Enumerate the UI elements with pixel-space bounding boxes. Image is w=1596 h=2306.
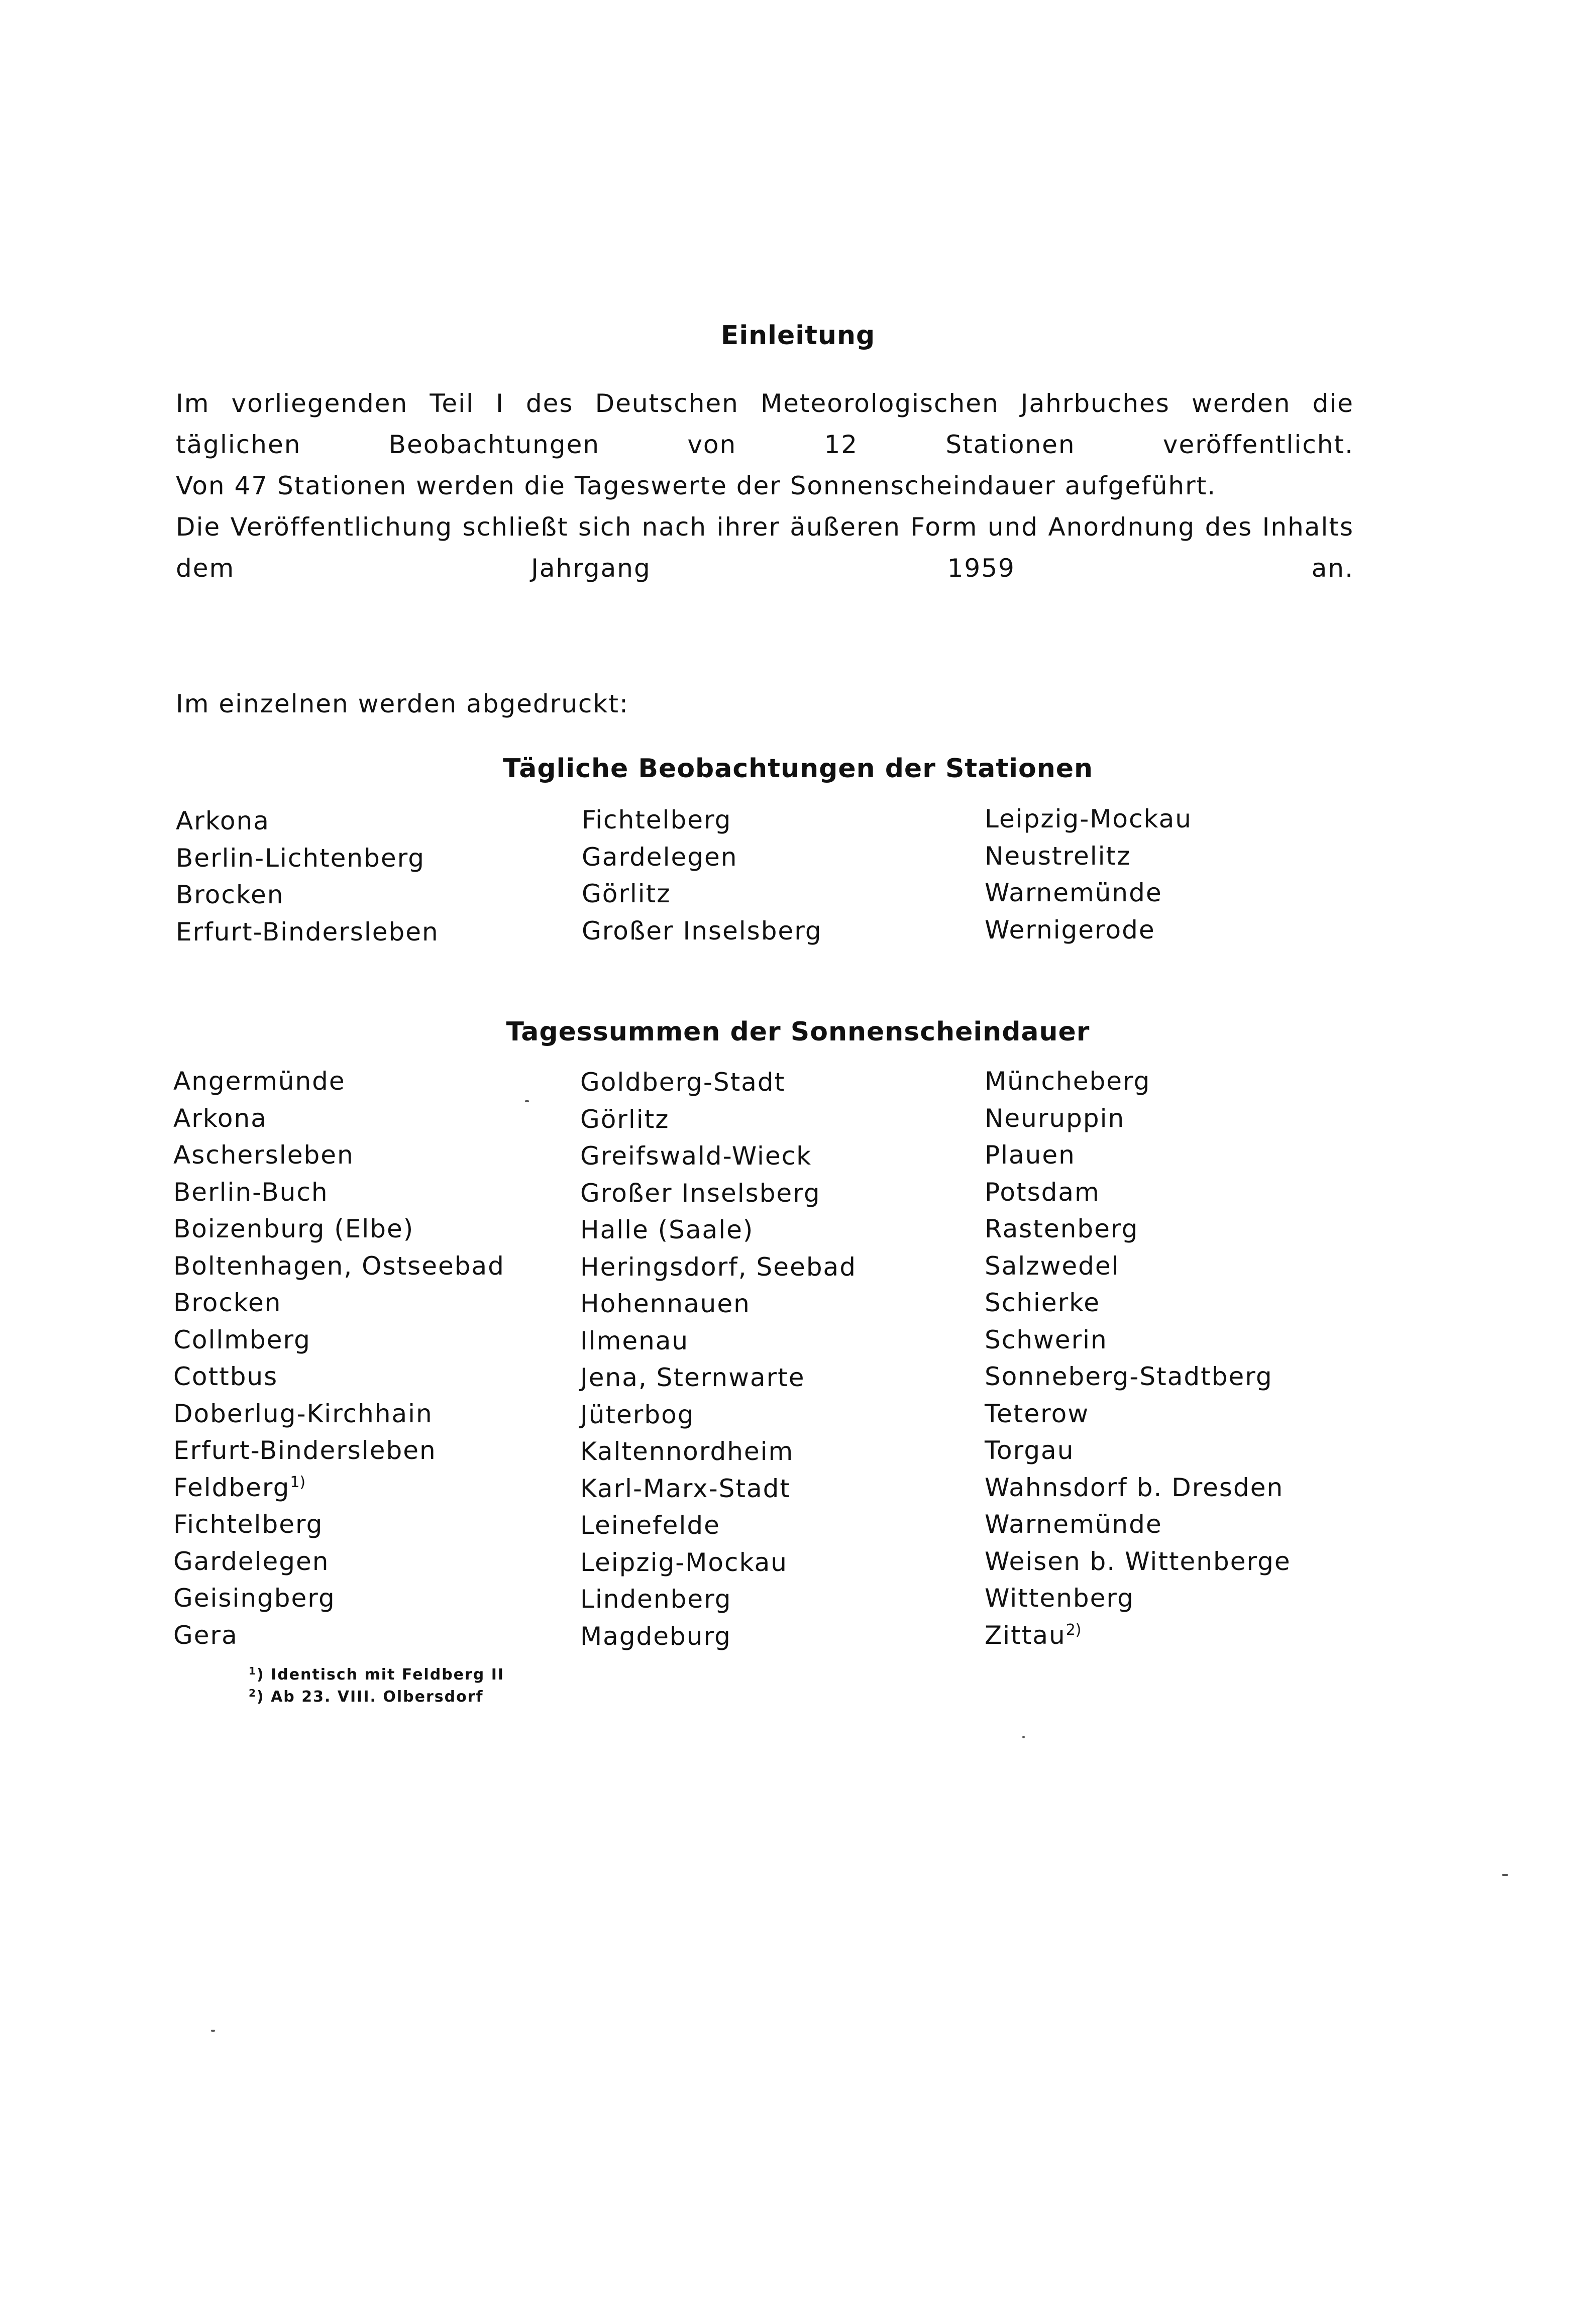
station-column-2 — [582, 802, 822, 950]
station-name: Halle (Saale) — [580, 1215, 754, 1244]
footnote-1 — [249, 1664, 504, 1686]
station-name: Warnemünde — [985, 1510, 1162, 1539]
station-name: Arkona — [176, 806, 270, 835]
station-name: Angermünde — [173, 1067, 346, 1096]
station-name: Ilmenau — [580, 1326, 689, 1355]
station-name: Fichtelberg — [173, 1510, 324, 1539]
station-name: Schierke — [985, 1288, 1101, 1317]
station-name: Jena, Sternwarte — [580, 1363, 805, 1392]
station-name: Gardelegen — [582, 842, 738, 872]
footnote-text: ) Ab 23. VIII. Olbersdorf — [256, 1688, 484, 1706]
station-name: Collmberg — [173, 1325, 311, 1354]
station-name: Torgau — [985, 1436, 1075, 1465]
station-name: Großer Inselsberg — [582, 916, 822, 946]
station-name: Goldberg-Stadt — [580, 1068, 786, 1097]
station-name-with-footnote — [173, 1470, 505, 1507]
station-name: Salzwedel — [985, 1251, 1120, 1281]
station-name: Hohennauen — [580, 1289, 751, 1318]
station-column-1 — [176, 803, 439, 951]
station-name: Warnemünde — [985, 878, 1162, 907]
station-name: Görlitz — [580, 1104, 670, 1134]
station-name: Leipzig-Mockau — [580, 1547, 788, 1577]
station-name: Müncheberg — [985, 1067, 1151, 1096]
intro-text — [176, 383, 1354, 589]
station-name: Gera — [173, 1620, 238, 1650]
footnote-number: 2 — [249, 1687, 257, 1699]
lead-line: Im einzelnen werden abgedruckt: — [176, 689, 629, 718]
intro-paragraph-2: Von 47 Stationen werden die Tageswerte der Sonnenscheindauer aufgeführt. — [176, 471, 1217, 500]
station-name: Wahnsdorf b. Dresden — [985, 1473, 1284, 1502]
station-name: Magdeburg — [580, 1621, 731, 1651]
station-name-with-footnote — [985, 1617, 1291, 1654]
station-name: Leinefelde — [580, 1511, 720, 1540]
station-name: Arkona — [173, 1103, 267, 1133]
station-name: Großer Inselsberg — [580, 1178, 821, 1208]
station-name: Greifswald-Wieck — [580, 1141, 812, 1171]
intro-paragraph-1: Im vorliegenden Teil I des Deutschen Meteorologischen Jahrbuches werden die täglichen Beobachtungen von 12 Stationen veröffentlicht. — [176, 389, 1354, 459]
footnotes — [249, 1664, 504, 1708]
station-name: Doberlug-Kirchhain — [173, 1399, 433, 1428]
station-name: Erfurt-Bindersleben — [173, 1436, 437, 1465]
station-name: Sonneberg-Stadtberg — [985, 1362, 1273, 1391]
sunshine-column-1 — [173, 1063, 505, 1654]
station-name: Wernigerode — [985, 915, 1155, 945]
footnote-number: 1 — [249, 1665, 257, 1677]
intro-paragraph-3: Die Veröffentlichung schließt sich nach ihrer äußeren Form und Anordnung des Inhalts dem Jahrgang 1959 an. — [176, 512, 1354, 583]
station-name: Lindenberg — [580, 1585, 732, 1614]
station-name: Weisen b. Wittenberge — [985, 1546, 1291, 1576]
section-heading-daily-observations: Tägliche Beobachtungen der Stationen — [502, 754, 1094, 784]
station-name: Görlitz — [582, 879, 671, 908]
station-name: Brocken — [176, 880, 284, 909]
station-name: Feldberg — [173, 1473, 290, 1502]
footnote-mark: 2) — [1066, 1621, 1082, 1639]
page-title: Einleitung — [720, 321, 876, 351]
station-name: Wittenberg — [985, 1584, 1134, 1613]
station-name: Berlin-Lichtenberg — [176, 843, 425, 873]
station-name: Neustrelitz — [985, 841, 1131, 871]
scan-speck — [525, 1100, 529, 1102]
station-name: Schwerin — [985, 1325, 1108, 1354]
footnote-mark: 1) — [290, 1473, 306, 1491]
scan-speck — [1022, 1736, 1025, 1738]
station-name: Plauen — [985, 1140, 1076, 1170]
station-name: Cottbus — [173, 1362, 278, 1391]
station-name: Rastenberg — [985, 1214, 1139, 1243]
station-name: Heringsdorf, Seebad — [580, 1252, 857, 1282]
footnote-text: ) Identisch mit Feldberg II — [256, 1666, 505, 1684]
station-name: Berlin-Buch — [173, 1177, 329, 1207]
station-name: Aschersleben — [173, 1140, 354, 1170]
station-name: Brocken — [173, 1288, 282, 1317]
station-name: Fichtelberg — [582, 805, 732, 834]
station-name: Boizenburg (Elbe) — [173, 1214, 414, 1243]
station-name: Jüterbog — [580, 1400, 695, 1429]
scan-speck — [1502, 1874, 1508, 1876]
station-name: Karl-Marx-Stadt — [580, 1474, 791, 1503]
station-name: Erfurt-Bindersleben — [176, 917, 439, 947]
station-name: Leipzig-Mockau — [985, 804, 1192, 833]
scan-speck — [211, 2030, 215, 2032]
station-name: Neuruppin — [985, 1103, 1125, 1133]
station-name: Kaltennordheim — [580, 1437, 794, 1466]
station-name: Gardelegen — [173, 1546, 330, 1576]
section-heading-sunshine-duration: Tagessummen der Sonnenscheindauer — [506, 1017, 1090, 1047]
station-name: Boltenhagen, Ostseebad — [173, 1251, 505, 1281]
station-name: Potsdam — [985, 1177, 1100, 1207]
footnote-2 — [249, 1686, 504, 1708]
station-name: Zittau — [985, 1620, 1066, 1650]
station-column-3 — [985, 801, 1192, 949]
station-name: Geisingberg — [173, 1584, 336, 1613]
sunshine-column-2 — [580, 1064, 857, 1655]
station-name: Teterow — [985, 1399, 1090, 1428]
sunshine-column-3 — [985, 1063, 1291, 1654]
